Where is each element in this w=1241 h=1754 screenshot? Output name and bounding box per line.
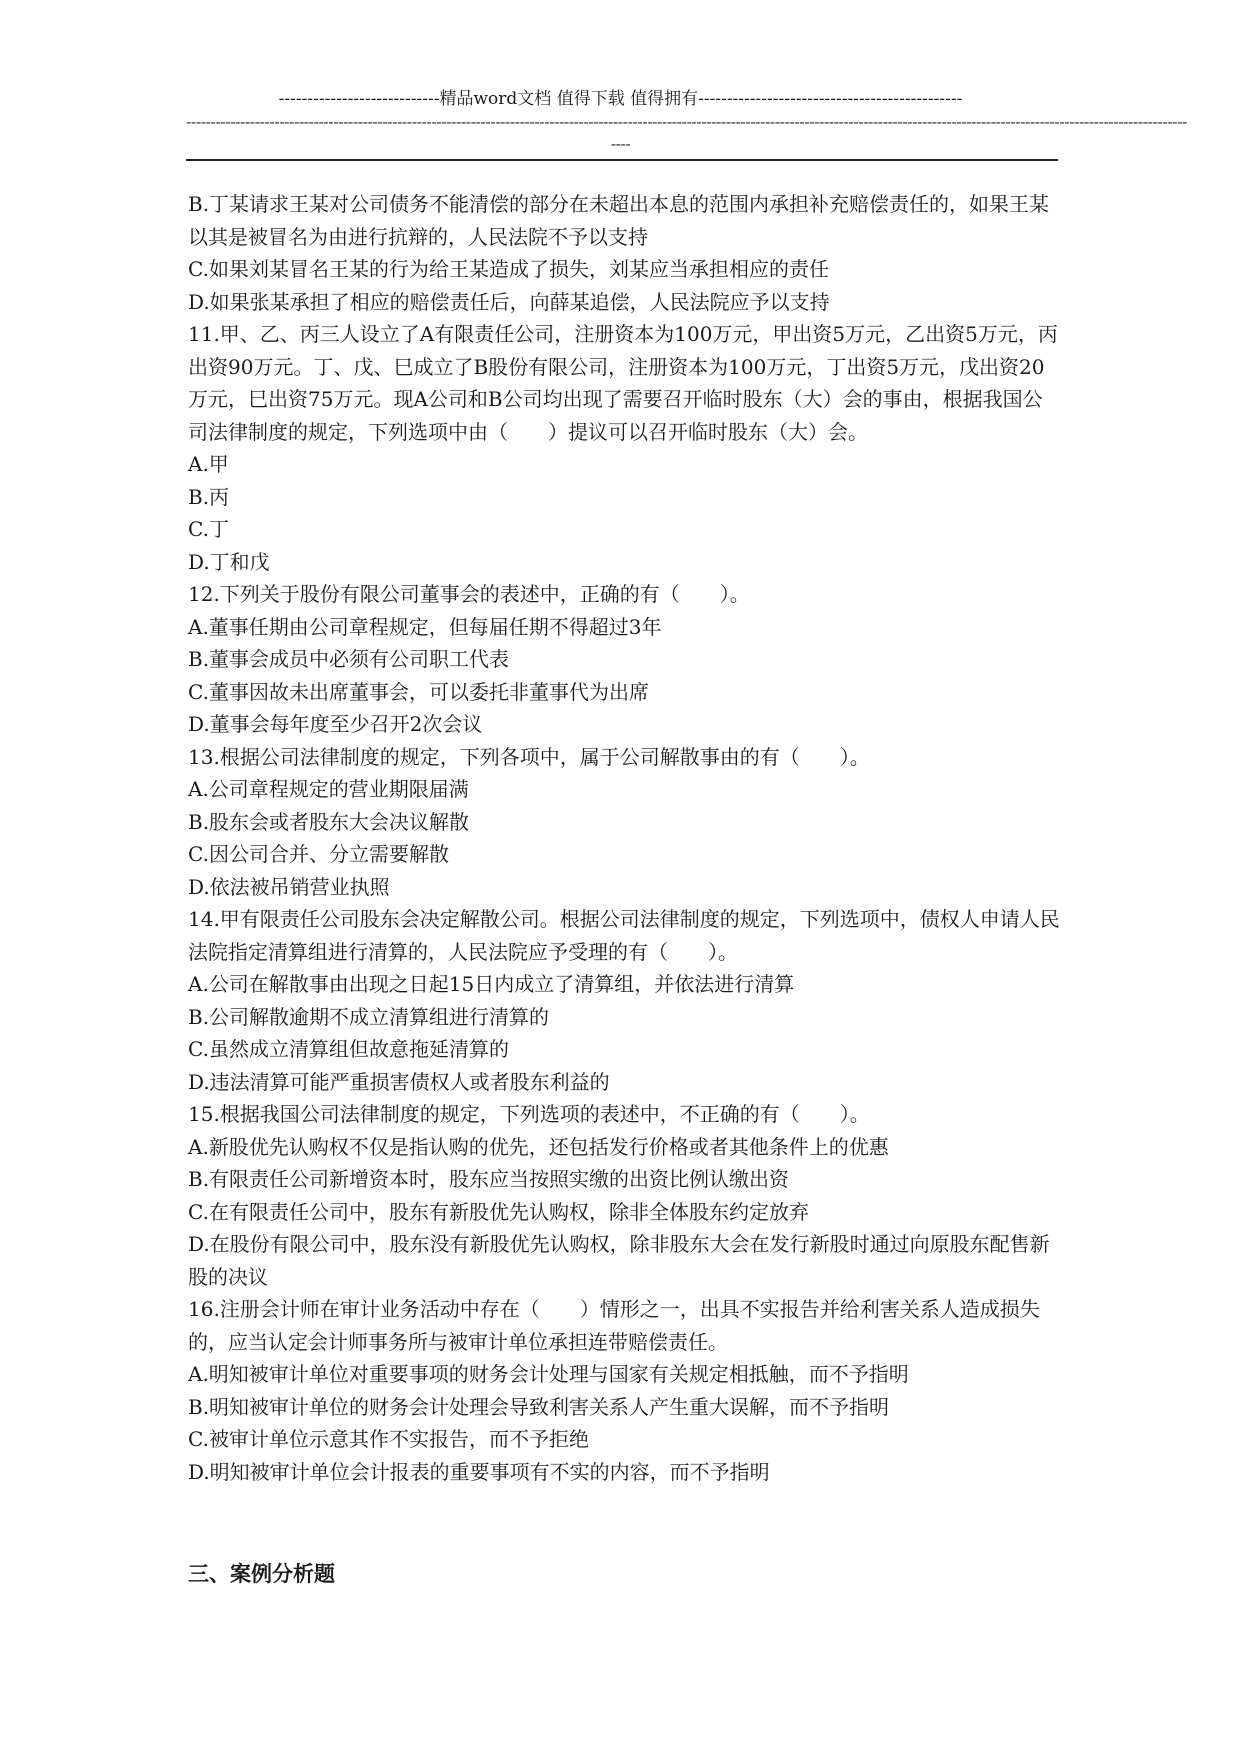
option: D.依法被吊销营业执照 bbox=[188, 874, 390, 899]
section-heading: 三、案例分析题 bbox=[188, 1562, 335, 1586]
option: A.董事任期由公司章程规定，但每届任期不得超过3年 bbox=[188, 614, 662, 639]
header-banner: ----------------------------精品word文档 值得下载 值得拥有---------------------------------------------- bbox=[278, 89, 963, 109]
option: A.甲 bbox=[188, 452, 229, 476]
option: B.公司解散逾期不成立清算组进行清算的 bbox=[188, 1004, 550, 1029]
option: D.违法清算可能严重损害债权人或者股东利益的 bbox=[188, 1069, 610, 1094]
option: B.丙 bbox=[188, 484, 230, 509]
header-dash-tail: ---- bbox=[610, 134, 631, 153]
question-12: 12.下列关于股份有限公司董事会的表述中，正确的有（ ）。 bbox=[188, 582, 750, 606]
question-16: 16.注册会计师在审计业务活动中存在（ ）情形之一，出具不实报告并给利害关系人造成损失的，应当认定会计师事务所与被审计单位承担连带赔偿责任。 bbox=[188, 1297, 1040, 1354]
option: B.股东会或者股东大会决议解散 bbox=[188, 809, 470, 834]
option: B.董事会成员中必须有公司职工代表 bbox=[188, 647, 510, 671]
option: A.公司章程规定的营业期限届满 bbox=[188, 777, 469, 801]
option: D.在股份有限公司中，股东没有新股优先认购权，除非股东大会在发行新股时通过向原股东配售新股的决议 bbox=[188, 1232, 1050, 1289]
option: C.被审计单位示意其作不实报告，而不予拒绝 bbox=[188, 1427, 589, 1451]
paragraph: B.丁某请求王某对公司债务不能清偿的部分在未超出本息的范围内承担补充赔偿责任的，如果王某以其是被冒名为由进行抗辩的，人民法院不予以支持 bbox=[188, 192, 1050, 249]
question-13: 13.根据公司法律制度的规定，下列各项中，属于公司解散事由的有（ ）。 bbox=[188, 744, 870, 769]
paragraph: D.如果张某承担了相应的赔偿责任后，向薛某追偿，人民法院应予以支持 bbox=[188, 289, 830, 314]
option: D.董事会每年度至少召开2次会议 bbox=[188, 712, 483, 736]
option: C.因公司合并、分立需要解散 bbox=[188, 842, 449, 866]
option: A.新股优先认购权不仅是指认购的优先，还包括发行价格或者其他条件上的优惠 bbox=[188, 1134, 889, 1159]
option: C.虽然成立清算组但故意拖延清算的 bbox=[188, 1037, 509, 1061]
question-14: 14.甲有限责任公司股东会决定解散公司。根据公司法律制度的规定，下列选项中，债权人申请人民法院指定清算组进行清算的，人民法院应予受理的有（ ）。 bbox=[188, 907, 1060, 964]
option: D.明知被审计单位会计报表的重要事项有不实的内容，而不予指明 bbox=[188, 1459, 770, 1484]
question-15: 15.根据我国公司法律制度的规定，下列选项的表述中，不正确的有（ ）。 bbox=[188, 1102, 870, 1126]
option: C.董事因故未出席董事会，可以委托非董事代为出席 bbox=[188, 679, 649, 704]
option: C.丁 bbox=[188, 517, 229, 541]
option: A.公司在解散事由出现之日起15日内成立了清算组，并依法进行清算 bbox=[188, 972, 795, 996]
header-rule bbox=[186, 159, 1058, 161]
paragraph: C.如果刘某冒名王某的行为给王某造成了损失，刘某应当承担相应的责任 bbox=[188, 257, 829, 281]
option: D.丁和戊 bbox=[188, 549, 270, 574]
option: B.有限责任公司新增资本时，股东应当按照实缴的出资比例认缴出资 bbox=[188, 1167, 790, 1191]
header-dash-line: ------------------------------------------------------------------------------------------------------------------------------------------------------------------------------------------------------------ bbox=[186, 112, 1187, 131]
option: B.明知被审计单位的财务会计处理会导致利害关系人产生重大误解，而不予指明 bbox=[188, 1394, 890, 1419]
option: A.明知被审计单位对重要事项的财务会计处理与国家有关规定相抵触，而不予指明 bbox=[188, 1362, 909, 1386]
option: C.在有限责任公司中，股东有新股优先认购权，除非全体股东约定放弃 bbox=[188, 1199, 809, 1224]
question-11: 11.甲、乙、丙三人设立了A有限责任公司，注册资本为100万元，甲出资5万元，乙出资5万元，丙出资90万元。丁、戊、巳成立了B股份有限公司，注册资本为100万元，丁出资5万元，戊出资20万元，巳出资75万元。现A公司和B公司均出现了需要召开临时股东（大）会的事由，根据我国公司法律制度的规定，下列选项中由（ ）提议可以召开临时股东（大）会。 bbox=[188, 322, 1058, 444]
document-body bbox=[188, 188, 1060, 1488]
